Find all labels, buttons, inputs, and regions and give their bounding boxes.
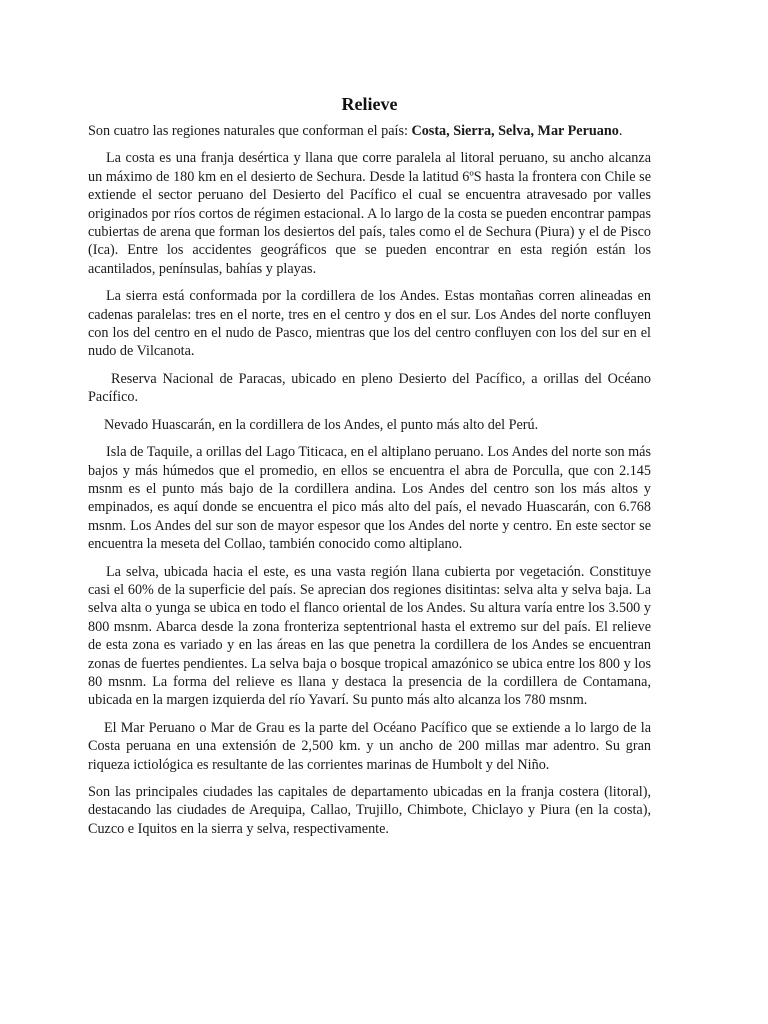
intro-text: Son cuatro las regiones naturales que conforman el país: bbox=[88, 123, 412, 139]
paragraph-paracas: Reserva Nacional de Paracas, ubicado en pleno Desierto del Pacífico, a orillas del Océano Pacífico. bbox=[88, 370, 651, 406]
paragraph-mar-peruano: El Mar Peruano o Mar de Grau es la parte del Océano Pacífico que se extiende a lo largo de la Costa peruana en una extensión de 2,500 km. y un ancho de 200 millas mar adentro. Su gran riqueza ictiológica es resultante de las corrientes marinas de Humbolt y del Niño. bbox=[88, 719, 651, 773]
paragraph-huascaran: Nevado Huascarán, en la cordillera de los Andes, el punto más alto del Perú. bbox=[104, 416, 539, 433]
paragraph-ciudades: Son las principales ciudades las capitales de departamento ubicadas en la franja costera (litoral), destacando las ciudades de Arequipa, Callao, Trujillo, Chimbote, Chiclayo y Piura (en la costa), Cuzco e Iquitos en la sierra y selva, respectivamente. bbox=[88, 784, 651, 837]
regions-list: Costa, Sierra, Selva, Mar Peruano bbox=[411, 123, 619, 139]
paragraph-costa: La costa es una franja desértica y llana que corre paralela al litoral peruano, su ancho alcanza un máximo de 180 km en el desierto de Sechura. Desde la latitud 6ºS hasta la frontera con Chile se extiende el sector peruano del Desierto del Pacífico el cual se encuentra atravesado por valles originados por ríos cortos de régimen estacional. A lo largo de la costa se pueden encontrar pampas cubiertas de arena que forman los desiertos del país, tales como el de Sechura (Piura) y el de Pisco (Ica). Entre los accidentes geográficos que se pueden encontrar en esta región están los acantilados, penínsulas, bahías y playas. bbox=[88, 150, 651, 277]
document-title: Relieve bbox=[341, 94, 398, 114]
intro-paragraph bbox=[88, 122, 651, 140]
intro-end: . bbox=[618, 123, 623, 139]
paragraph-taquile: Isla de Taquile, a orillas del Lago Titicaca, en el altiplano peruano. Los Andes del norte son más bajos y más húmedos que el promedio, en ellos se encuentra el abra de Porculla, que con 2.145 msnm es el punto más bajo de la cordillera andina. Los Andes del centro son los más altos y empinados, es aquí donde se encuentra el pico más alto del país, el nevado Huascarán, con 6.768 msnm. Los Andes del sur son de mayor espesor que los Andes del norte y centro. En este sector se encuentra la meseta del Collao, también conocido como altiplano. bbox=[88, 444, 651, 553]
paragraph-selva: La selva, ubicada hacia el este, es una vasta región llana cubierta por vegetación. Constituye casi el 60% de la superficie del país. Se aprecian dos regiones disitintas: selva alta y selva baja. La selva alta o yunga se ubica en todo el flanco oriental de los Andes. Su altura varía entre los 3.500 y 800 msnm. Abarca desde la zona fronteriza septentrional hasta el extremo sur del país. El relieve de esta zona es variado y en las áreas en las que penetra la cordillera de los Andes se encuentran zonas de fuertes pendientes. La selva baja o bosque tropical amazónico se ubica entre los 800 y los 80 msnm. La forma del relieve es llana y destaca la presencia de la cordillera de Contamana, ubicada en la margen izquierda del río Yavarí. Su punto más alto alcanza los 780 msnm. bbox=[88, 563, 651, 709]
paragraph-sierra: La sierra está conformada por la cordillera de los Andes. Estas montañas corren alineadas en cadenas paralelas: tres en el norte, tres en el centro y dos en el sur. Los Andes del norte confluyen con los del centro en el nudo de Pasco, mientras que los del centro confluyen con los del sur en el nudo de Vilcanota. bbox=[88, 288, 651, 360]
document-body bbox=[88, 92, 651, 847]
